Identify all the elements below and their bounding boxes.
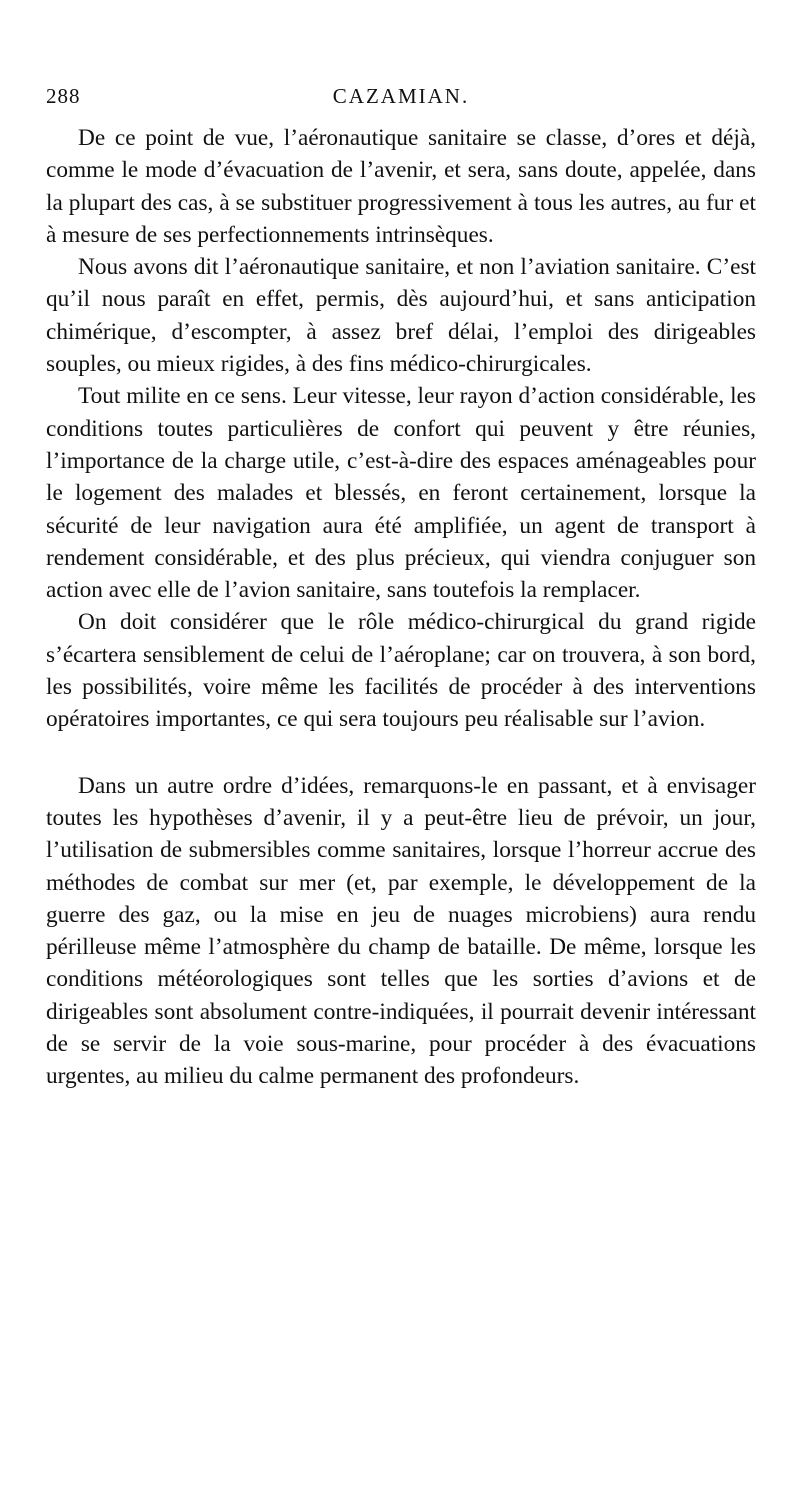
paragraph-dirigeables: Nous avons dit l’aéronautique sanitaire, et non l’aviation sanitaire. C’est qu’il nous paraît en effet, permis, dès aujourd’hui, et sans anticipation chimérique, d’escompter, à assez bref délai, l’emploi des dirigeables souples, ou mieux rigides, à des fins médico-chirurgicales.	[46, 254, 756, 378]
paragraph-aeronautique-sanitaire: De ce point de vue, l’aéronautique sanitaire se classe, d’ores et déjà, comme le mode d’évacuation de l’avenir, et sera, sans doute, appelée, dans la plupart des cas, à se substituer progressivement à tous les autres, au fur et à mesure de ses perfectionnements intrinsèques.	[46, 125, 756, 248]
page-number: 288	[46, 84, 81, 108]
running-title: CAZAMIAN.	[332, 84, 470, 108]
running-head	[46, 84, 756, 114]
page-body	[46, 122, 756, 1093]
paragraph-grand-rigide: On doit considérer que le rôle médico-chirurgical du grand rigide s’écartera sensiblement de celui de l’aéroplane; car on trouvera, à son bord, les possibilités, voire même les facilités de procéder à des interventions opératoires importantes, ce qui sera toujours peu réalisable sur l’avion.	[46, 609, 756, 733]
paragraph-submersibles: Dans un autre ordre d’idées, remarquons-le en passant, et à envisager toutes les hypothèses d’avenir, il y a peut-être lieu de prévoir, un jour, l’utilisation de submersibles comme sanitaires, lorsque l’horreur accrue des méthodes de combat sur mer (et, par exemple, le développement de la guerre des gaz, ou la mise en jeu de nuages microbiens) aura rendu périlleuse même l’atmosphère du champ de bataille. De même, lorsque les conditions météorologiques sont telles que les sorties d’avions et de dirigeables sont absolument contre-indiquées, il pourrait devenir intéressant de se servir de la voie sous-marine, pour procéder à des évacuations urgentes, au milieu du calme permanent des profondeurs.	[46, 772, 756, 1090]
paragraph-tout-milite: Tout milite en ce sens. Leur vitesse, leur rayon d’action considérable, les conditions toutes particulières de confort qui peuvent y être réunies, l’importance de la charge utile, c’est-à-dire des espaces aménageables pour le logement des malades et blessés, en feront certainement, lorsque la sécurité de leur navigation aura été amplifiée, un agent de transport à rendement considérable, et des plus précieux, qui viendra conjuguer son action avec elle de l’avion sanitaire, sans toutefois la remplacer.	[46, 383, 756, 604]
